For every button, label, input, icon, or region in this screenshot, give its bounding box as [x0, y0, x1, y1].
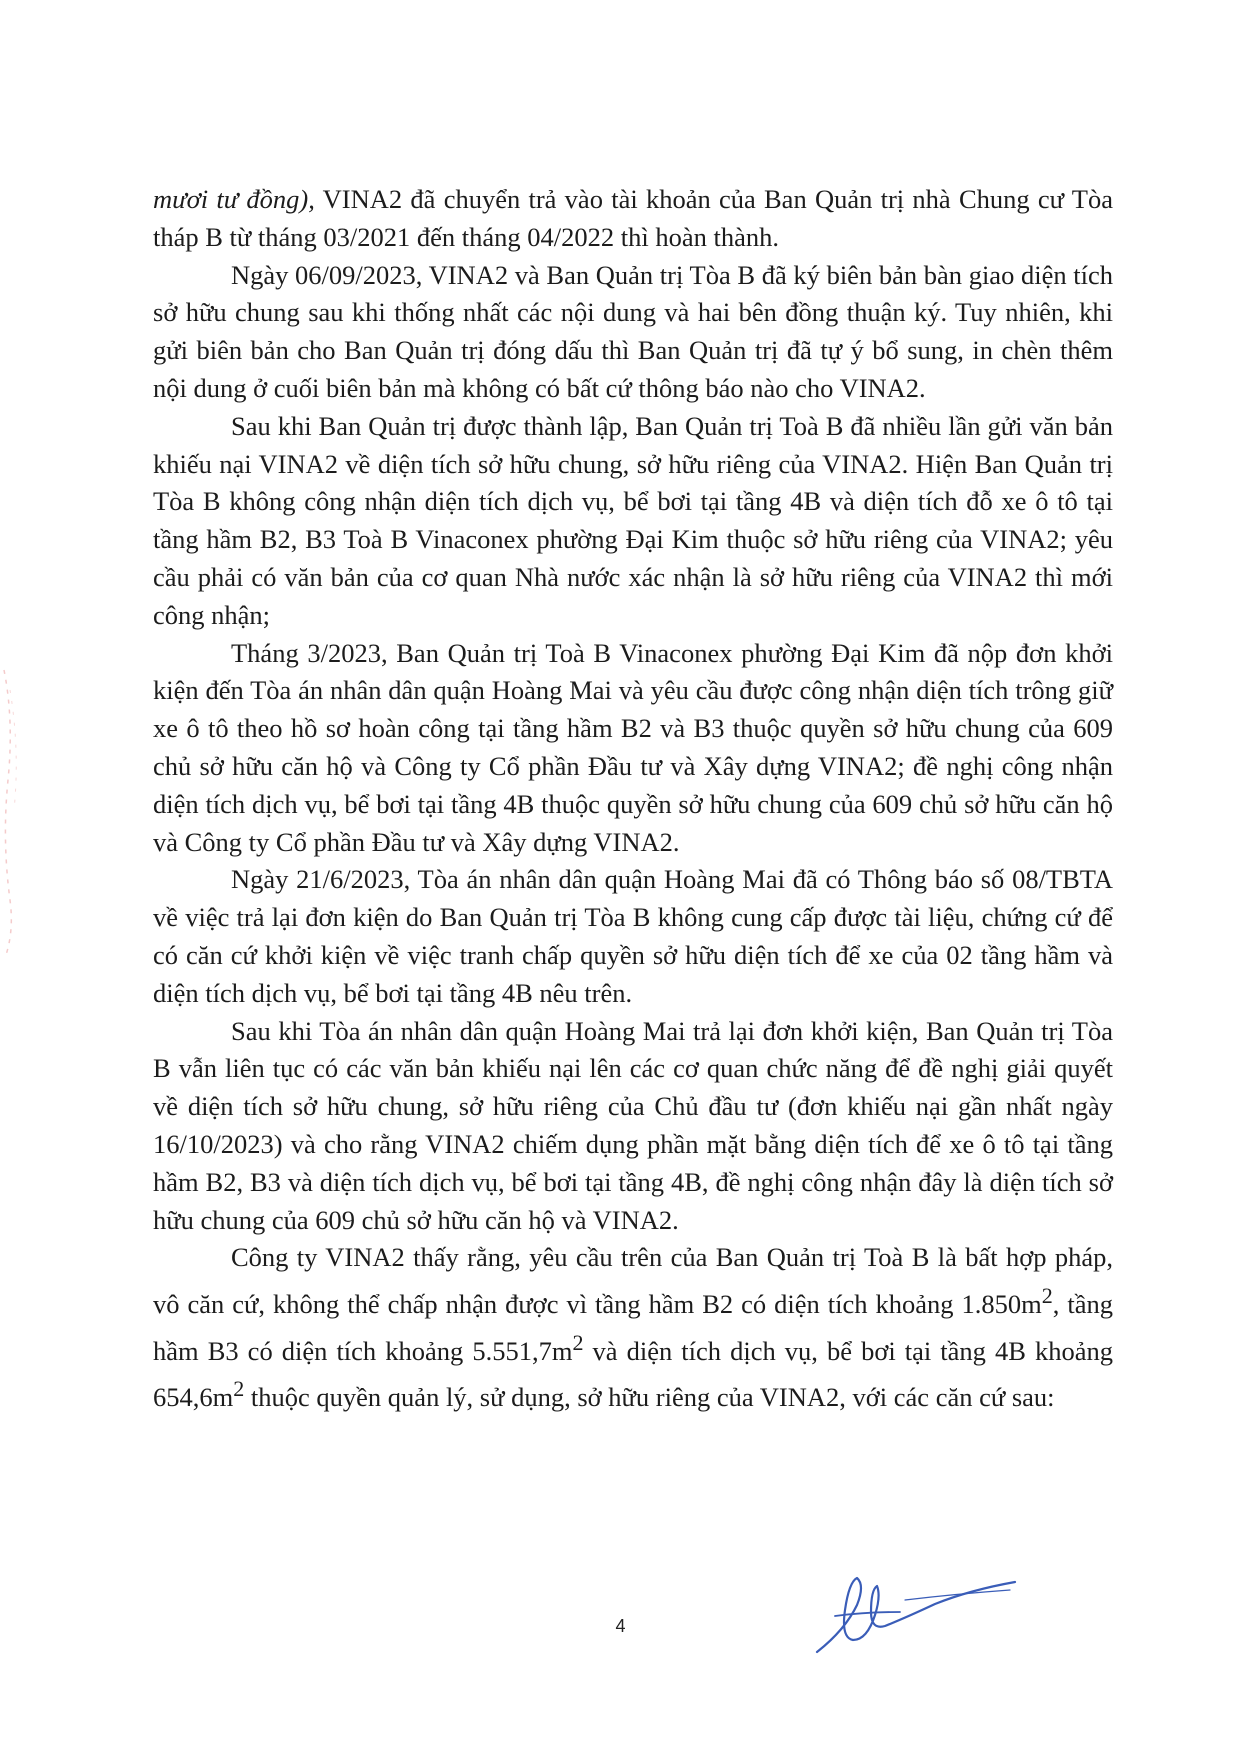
italic-lead-text: mươi tư đồng),: [153, 184, 315, 214]
superscript-unit: 2: [233, 1376, 245, 1402]
paragraph-text: VINA2 đã chuyển trả vào tài khoản của Ban Quản trị nhà Chung cư Tòa tháp B từ tháng 03/2021 đến tháng 04/2022 thì hoàn thành.: [153, 184, 1113, 252]
page-number: 4: [615, 1616, 626, 1636]
paragraph-continued-complaints: Sau khi Tòa án nhân dân quận Hoàng Mai trả lại đơn khởi kiện, Ban Quản trị Tòa B vẫn liên tục có các văn bản khiếu nại lên các cơ quan chức năng để đề nghị giải quyết về diện tích sở hữu chung, sở hữu riêng của Chủ đầu tư (đơn khiếu nại gần nhất ngày 16/10/2023) và cho rằng VINA2 chiếm dụng phần mặt bằng diện tích để xe ô tô tại tầng hầm B2, B3 và diện tích dịch vụ, bể bơi tại tầng 4B, đề nghị công nhận đây là diện tích sở hữu chung của 609 chủ sở hữu căn hộ và VINA2.: [153, 1015, 1113, 1235]
paragraph-text: và diện tích dịch vụ, bể bơi tại tầng 4B khoảng 654,6m: [153, 1335, 1113, 1413]
paragraph-continuation: [153, 181, 1113, 257]
paragraph-lawsuit: Tháng 3/2023, Ban Quản trị Toà B Vinaconex phường Đại Kim đã nộp đơn khởi kiện đến Tòa án nhân dân quận Hoàng Mai và yêu cầu được công nhận diện tích trông giữ xe ô tô theo hồ sơ hoàn công tại tầng hầm B2 và B3 thuộc quyền sở hữu chung của 609 chủ sở hữu căn hộ và Công ty Cổ phần Đầu tư và Xây dựng VINA2; đề nghị công nhận diện tích dịch vụ, bể bơi tại tầng 4B thuộc quyền sở hữu chung của 609 chủ sở hữu căn hộ và Công ty Cổ phần Đầu tư và Xây dựng VINA2.: [153, 637, 1113, 857]
partial-stamp-mark: [0, 660, 30, 960]
paragraph-handover: Ngày 06/09/2023, VINA2 và Ban Quản trị Tòa B đã ký biên bản bàn giao diện tích sở hữu chung sau khi thống nhất các nội dung và hai bên đồng thuận ký. Tuy nhiên, khi gửi biên bản cho Ban Quản trị đóng dấu thì Ban Quản trị đã tự ý bổ sung, in chèn thêm nội dung ở cuối biên bản mà không có bất cứ thông báo nào cho VINA2.: [153, 259, 1113, 403]
document-body: [153, 181, 1113, 1417]
paragraph-text: , tầng hầm B3 có diện tích khoảng 5.551,7m: [153, 1288, 1113, 1366]
paragraph-text: Công ty VINA2 thấy rằng, yêu cầu trên của Ban Quản trị Toà B là bất hợp pháp, vô căn cứ, không thể chấp nhận được vì tầng hầm B2 có diện tích khoảng 1.850m: [153, 1242, 1113, 1319]
signature-mark: [805, 1560, 1025, 1660]
paragraph-court-notice: Ngày 21/6/2023, Tòa án nhân dân quận Hoàng Mai đã có Thông báo số 08/TBTA về việc trả lại đơn kiện do Ban Quản trị Tòa B không cung cấp được tài liệu, chứng cứ để có căn cứ khởi kiện về việc tranh chấp quyền sở hữu diện tích để xe của 02 tầng hầm và diện tích dịch vụ, bể bơi tại tầng 4B nêu trên.: [153, 864, 1113, 1008]
paragraph-position: [153, 1239, 1113, 1417]
paragraph-complaints: Sau khi Ban Quản trị được thành lập, Ban Quản trị Toà B đã nhiều lần gửi văn bản khiếu nại VINA2 về diện tích sở hữu chung, sở hữu riêng của VINA2. Hiện Ban Quản trị Tòa B không công nhận diện tích dịch vụ, bể bơi tại tầng 4B và diện tích đỗ xe ô tô tại tầng hầm B2, B3 Toà B Vinaconex phường Đại Kim thuộc sở hữu riêng của VINA2; yêu cầu phải có văn bản của cơ quan Nhà nước xác nhận là sở hữu riêng của VINA2 thì mới công nhận;: [153, 410, 1113, 630]
superscript-unit: 2: [1041, 1283, 1053, 1309]
paragraph-text: thuộc quyền quản lý, sử dụng, sở hữu riêng của VINA2, với các căn cứ sau:: [244, 1382, 1055, 1413]
superscript-unit: 2: [572, 1329, 584, 1355]
